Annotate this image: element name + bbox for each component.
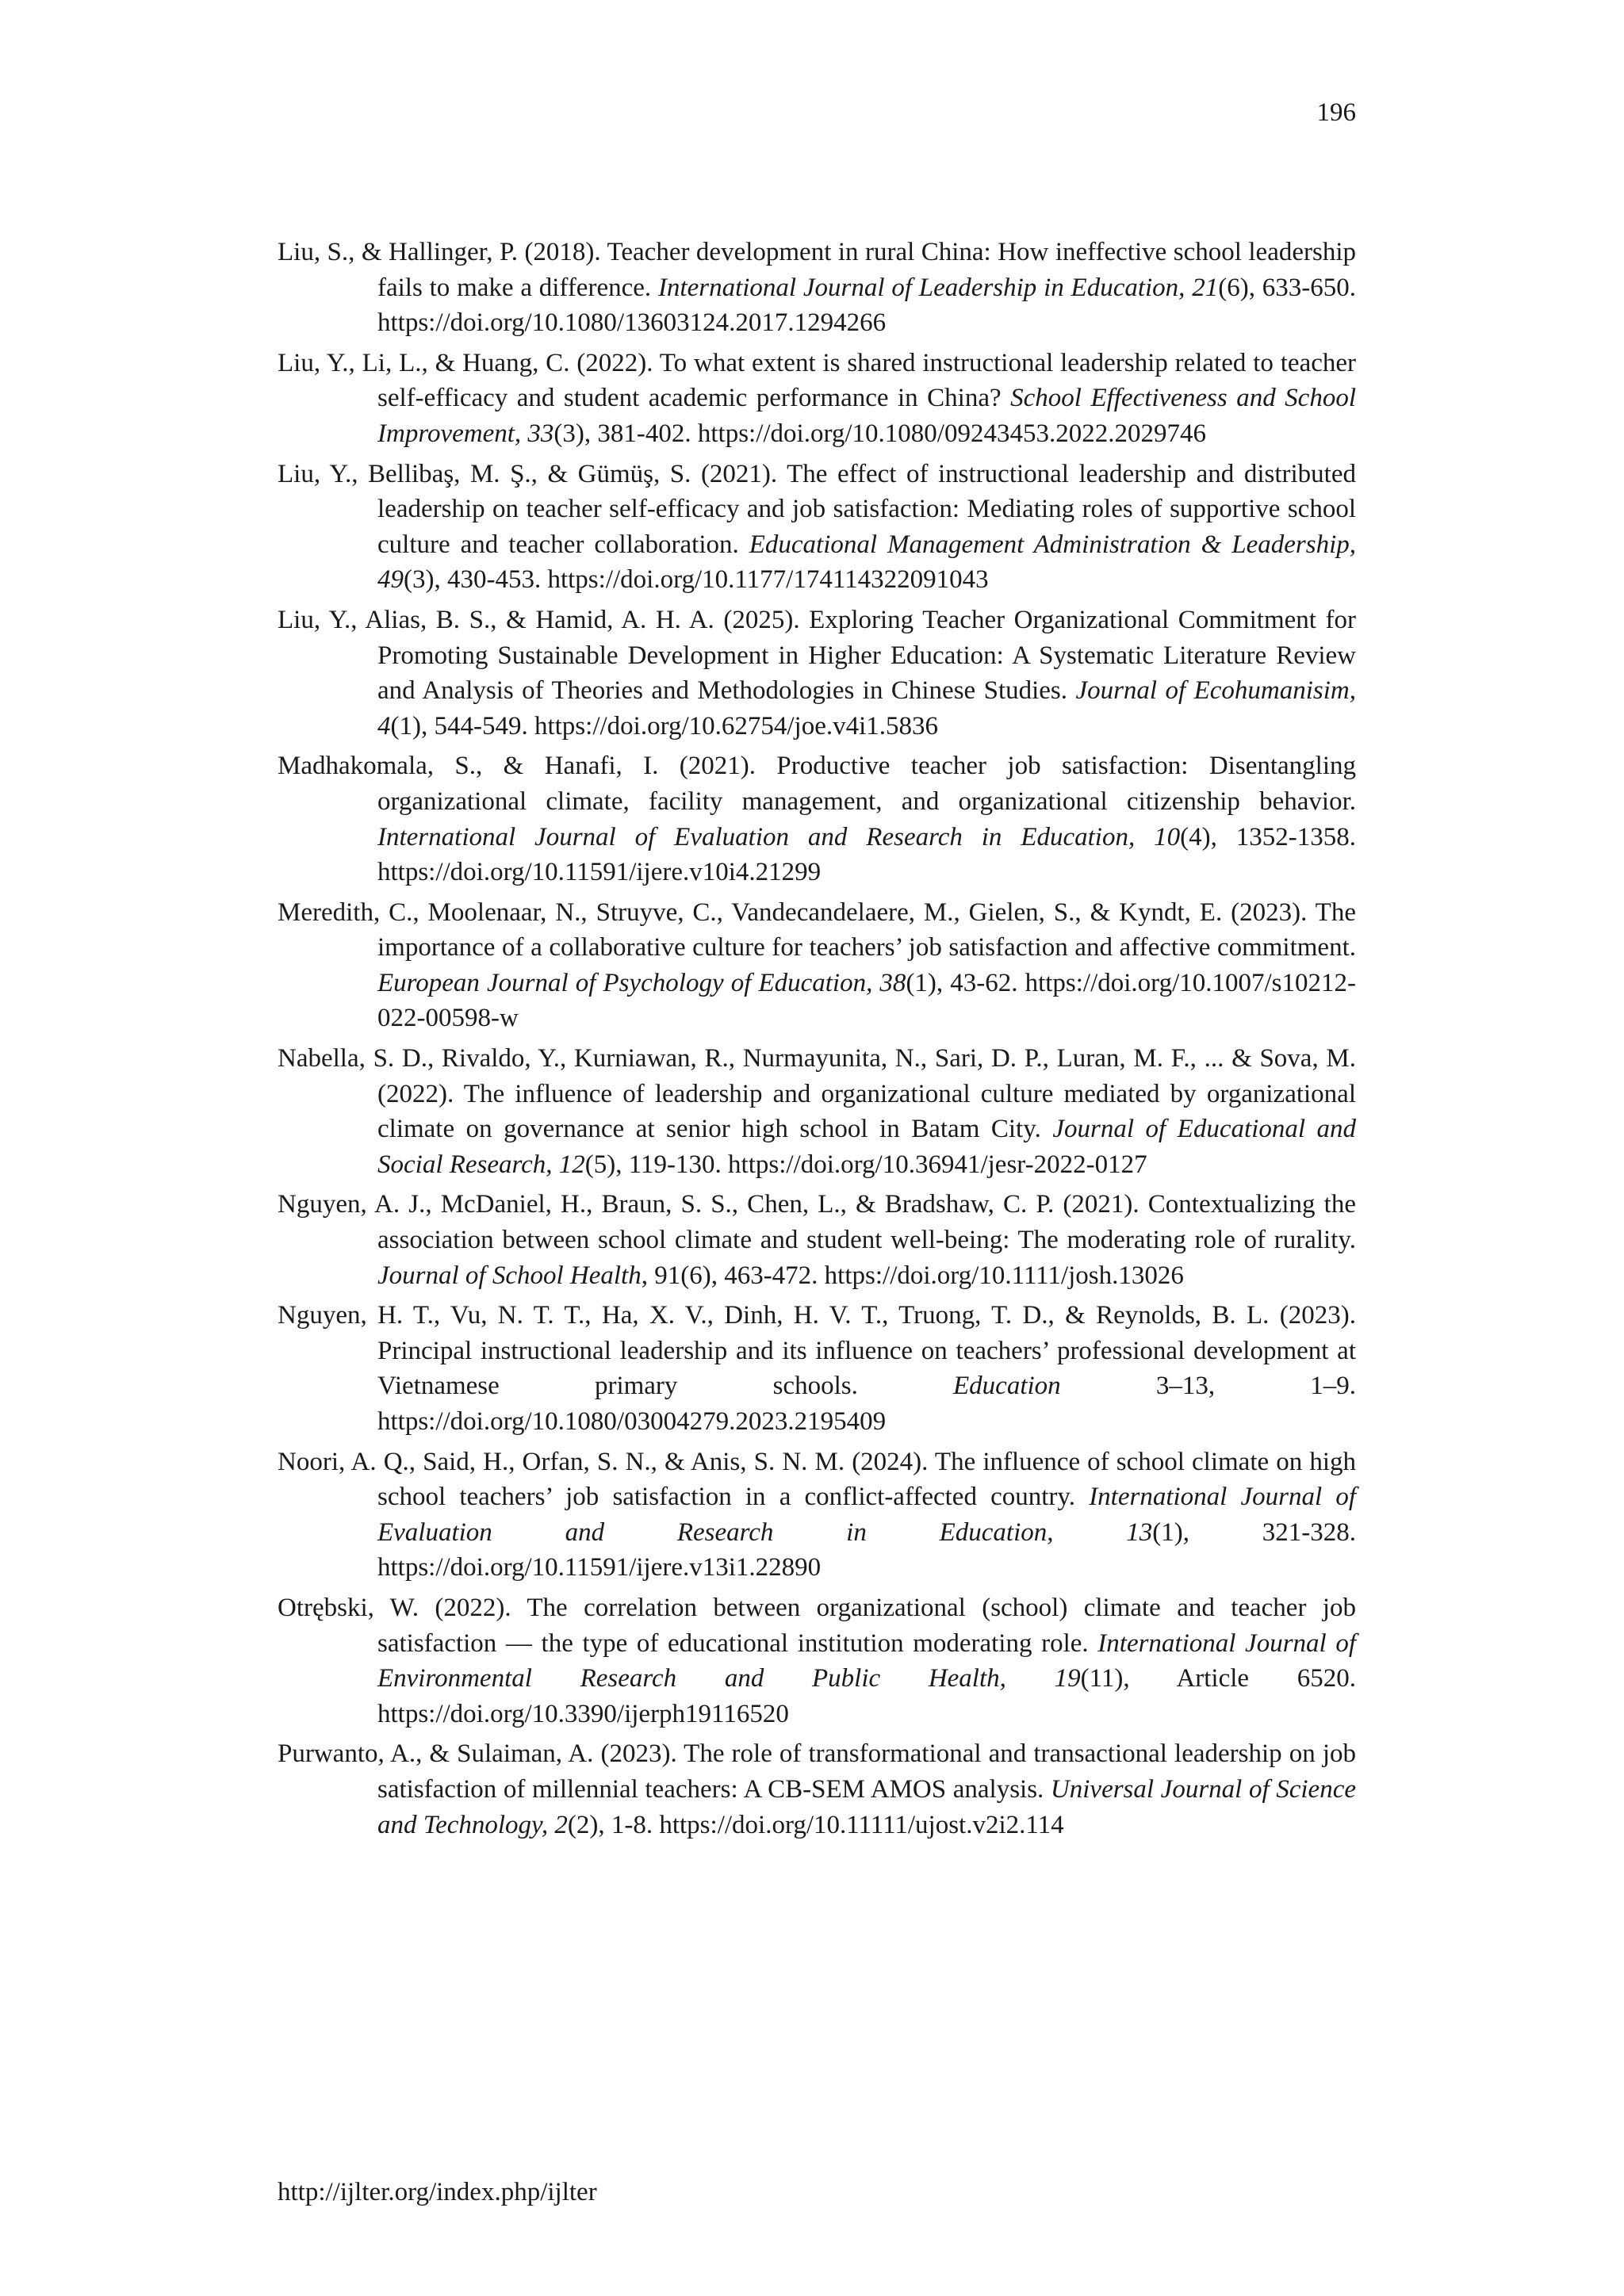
reference-text: Nguyen, A. J., McDaniel, H., Braun, S. S., Chen, L., & Bradshaw, C. P. (2021). Contextualizing the association between school climate and student well‐being: The moderating role of rurality. [278,1190,1356,1255]
reference-text: (1), 43-62. https://doi.org/10.1007/s10212-022-00598-w [377,968,1356,1033]
reference-text: (5), 119-130. https://doi.org/10.36941/jesr-2022-0127 [584,1150,1147,1179]
reference-text: Liu, S., & Hallinger, P. (2018). Teacher development in rural China: How ineffective school leadership fails to make a difference. [278,238,1356,302]
reference-text: (2), 1-8. https://doi.org/10.11111/ujost.v2i2.114 [567,1810,1064,1839]
reference-entry [278,1298,1356,1439]
reference-text: Liu, Y., Bellibaş, M. Ş., & Gümüş, S. (2021). The effect of instructional leadership and distributed leadership on teacher self-efficacy and job satisfaction: Mediating roles of supportive school culture and teacher collaboration. [278,459,1356,559]
reference-journal: Journal of Educational and Social Research, 12 [377,1115,1357,1179]
reference-entry [278,1590,1356,1732]
reference-text: Otrębski, W. (2022). The correlation between organizational (school) climate and teacher job satisfaction — the type of educational institution moderating role. [278,1593,1356,1658]
footer-url[interactable]: http://ijlter.org/index.php/ijlter [278,2178,597,2206]
reference-entry [278,1187,1356,1293]
reference-text: Nabella, S. D., Rivaldo, Y., Kurniawan, R., Nurmayunita, N., Sari, D. P., Luran, M. F., ... & Sova, M. (2022). The influence of leadership and organizational culture mediated by organizational climate on governance at senior high school in Batam City. [278,1044,1356,1144]
reference-text: (11), Article 6520. https://doi.org/10.3390/ijerph19116520 [377,1664,1356,1728]
reference-entry [278,748,1356,890]
reference-entry [278,1041,1356,1182]
reference-text: , 91(6), 463‐472. https://doi.org/10.1111/josh.13026 [641,1261,1184,1290]
reference-text: (1), 544-549. https://doi.org/10.62754/joe.v4i1.5836 [390,711,939,740]
reference-text: Meredith, C., Moolenaar, N., Struyve, C., Vandecandelaere, M., Gielen, S., & Kyndt, E. (2023). The importance of a collaborative culture for teachers’ job satisfaction and affective commitment. [278,897,1356,962]
reference-text: Nguyen, H. T., Vu, N. T. T., Ha, X. V., Dinh, H. V. T., Truong, T. D., & Reynolds, B. L. (2023). Principal instructional leadership and its influence on teachers’ professional development at Vietnamese primary schools. [278,1301,1356,1401]
reference-entry [278,235,1356,341]
reference-entry [278,895,1356,1036]
reference-journal: International Journal of Leadership in Education, 21 [657,273,1219,302]
reference-text: Madhakomala, S., & Hanafi, I. (2021). Productive teacher job satisfaction: Disentangling organizational climate, facility management, and organizational citizenship behavior. [278,752,1356,816]
reference-text: (1), 321-328. https://doi.org/10.11591/ijere.v13i1.22890 [377,1517,1356,1582]
reference-list [278,235,1356,1847]
reference-journal: School Effectiveness and School Improvement, 33 [377,384,1356,448]
reference-journal: Universal Journal of Science and Technology, 2 [377,1774,1356,1839]
reference-journal: Journal of School Health [377,1261,642,1290]
reference-journal: International Journal of Evaluation and Research in Education, 13 [377,1483,1356,1547]
reference-text: (6), 633-650. https://doi.org/10.1080/13603124.2017.1294266 [377,273,1356,338]
reference-entry [278,346,1356,452]
reference-journal: Journal of Ecohumanisim, 4 [377,676,1356,740]
reference-journal: Educational Management Administration & Leadership, 49 [377,530,1356,595]
reference-text: Liu, Y., Li, L., & Huang, C. (2022). To what extent is shared instructional leadership related to teacher self-efficacy and student academic performance in China? [278,348,1356,413]
reference-journal: European Journal of Psychology of Education, 38 [377,968,906,997]
reference-entry [278,1736,1356,1843]
reference-entry [278,1445,1356,1586]
reference-text: Noori, A. Q., Said, H., Orfan, S. N., & Anis, S. N. M. (2024). The influence of school climate on high school teachers’ job satisfaction in a conflict-affected country. [278,1447,1356,1512]
reference-text: (4), 1352-1358. https://doi.org/10.11591/ijere.v10i4.21299 [377,822,1356,887]
reference-text: (3), 430-453. https://doi.org/10.1177/174114322091043 [404,565,989,595]
reference-entry [278,603,1356,744]
reference-journal: Education [953,1372,1061,1401]
reference-entry [278,457,1356,598]
reference-journal: International Journal of Environmental Research and Public Health, 19 [377,1628,1356,1693]
reference-text: Liu, Y., Alias, B. S., & Hamid, A. H. A. (2025). Exploring Teacher Organizational Commitment for Promoting Sustainable Development in Higher Education: A Systematic Literature Review and Analysis of Theories and Methodologies in Chinese Studies. [278,605,1356,706]
reference-text: Purwanto, A., & Sulaiman, A. (2023). The role of transformational and transactional leadership on job satisfaction of millennial teachers: A CB-SEM AMOS analysis. [278,1739,1356,1804]
page-number: 196 [1316,98,1356,127]
reference-journal: International Journal of Evaluation and Research in Education, 10 [377,822,1181,851]
reference-text: 3–13, 1–9. https://doi.org/10.1080/03004279.2023.2195409 [377,1372,1357,1436]
reference-text: (3), 381-402. https://doi.org/10.1080/09243453.2022.2029746 [553,419,1206,448]
